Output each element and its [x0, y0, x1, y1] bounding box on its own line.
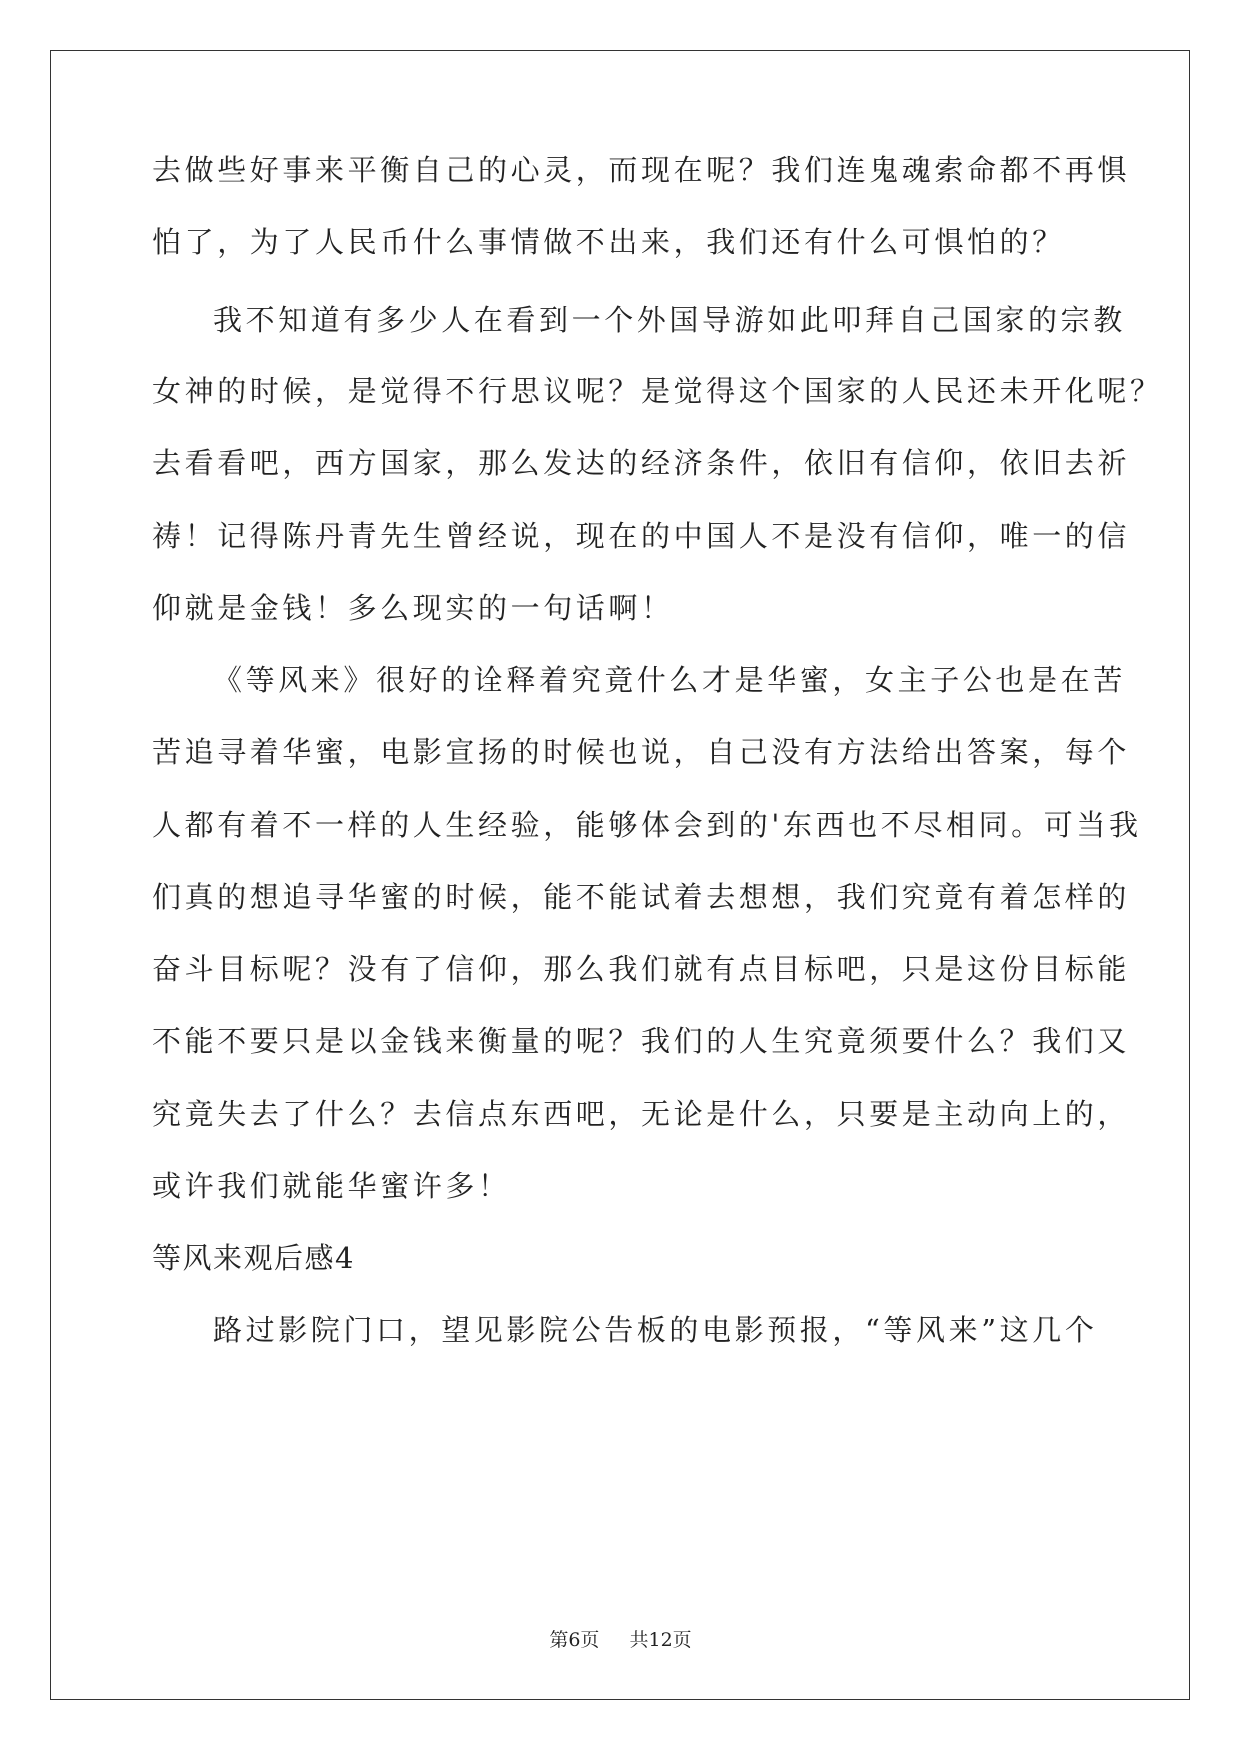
section-heading: 等风来观后感4	[152, 1241, 355, 1275]
page-border	[50, 50, 1190, 1700]
page-footer	[0, 1628, 1241, 1652]
paragraph-start-line: 路过影院门口，望见影院公告板的电影预报，“等风来”这几个	[213, 1313, 1098, 1347]
paragraph-start-line: 《等风来》很好的诠释着究竟什么才是华蜜，女主子公也是在苦	[213, 663, 1126, 697]
body-text-line: 苦追寻着华蜜，电影宣扬的时候也说，自己没有方法给出答案，每个	[152, 735, 1131, 769]
page-total: 共12页	[629, 1629, 692, 1651]
body-text-line: 怕了，为了人民币什么事情做不出来，我们还有什么可惧怕的？	[152, 225, 1065, 259]
body-text-line: 人都有着不一样的人生经验，能够体会到的'东西也不尽相同。可当我	[152, 808, 1142, 842]
body-text-line: 奋斗目标呢？没有了信仰，那么我们就有点目标吧，只是这份目标能	[152, 952, 1131, 986]
body-text-line: 女神的时候，是觉得不行思议呢？是觉得这个国家的人民还未开化呢？	[152, 374, 1163, 408]
body-text-line: 仰就是金钱！多么现实的一句话啊！	[152, 591, 674, 625]
body-text-line: 祷！记得陈丹青先生曾经说，现在的中国人不是没有信仰，唯一的信	[152, 519, 1131, 553]
paragraph-start-line: 我不知道有多少人在看到一个外国导游如此叩拜自己国家的宗教	[213, 303, 1126, 337]
body-text-line: 究竟失去了什么？去信点东西吧，无论是什么，只要是主动向上的，	[152, 1097, 1131, 1131]
page-number: 第6页	[549, 1629, 600, 1651]
body-text-line: 去看看吧，西方国家，那么发达的经济条件，依旧有信仰，依旧去祈	[152, 446, 1131, 480]
body-text-line: 或许我们就能华蜜许多！	[152, 1169, 511, 1203]
body-text-line: 们真的想追寻华蜜的时候，能不能试着去想想，我们究竟有着怎样的	[152, 880, 1131, 914]
body-text-line: 去做些好事来平衡自己的心灵，而现在呢？我们连鬼魂索命都不再惧	[152, 153, 1131, 187]
body-text-line: 不能不要只是以金钱来衡量的呢？我们的人生究竟须要什么？我们又	[152, 1024, 1131, 1058]
